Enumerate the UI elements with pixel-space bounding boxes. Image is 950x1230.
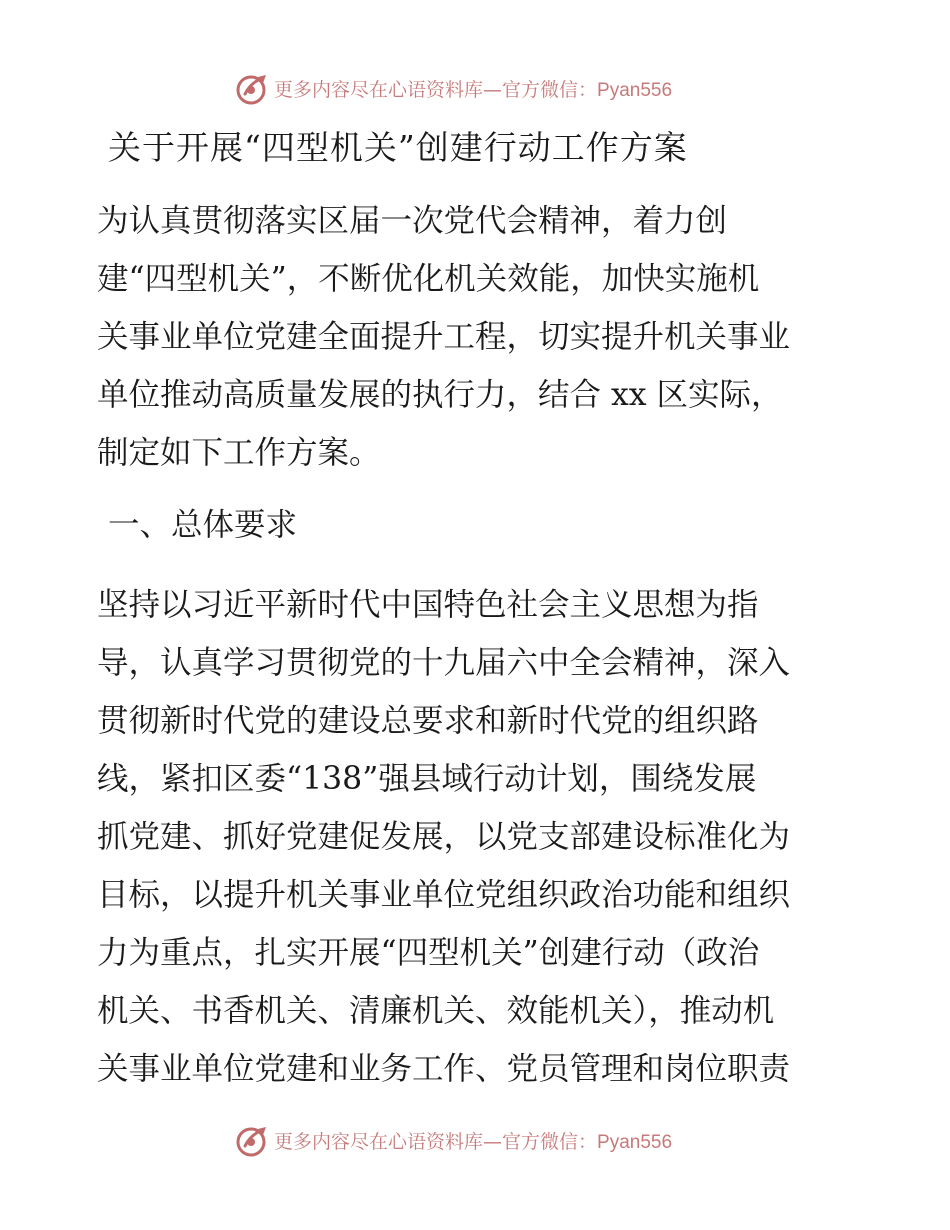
- watermark-label: 更多内容尽在心语资料库—官方微信：: [274, 79, 598, 101]
- paragraph-line: 关事业单位党建全面提升工程，切实提升机关事业: [97, 319, 791, 355]
- intro-paragraph: [97, 192, 857, 482]
- paragraph-line: 力为重点，扎实开展“四型机关”创建行动（政治: [97, 935, 760, 971]
- paragraph-line: 坚持以习近平新时代中国特色社会主义思想为指: [97, 587, 759, 623]
- watermark-label: 更多内容尽在心语资料库—官方微信：: [274, 1131, 598, 1153]
- paragraph-line: 制定如下工作方案。: [97, 435, 381, 471]
- watermark-logo-icon: [236, 72, 270, 106]
- watermark-footer: [0, 1122, 950, 1162]
- document-title: 关于开展“四型机关”创建行动工作方案: [108, 128, 688, 167]
- section-heading: 一、总体要求: [108, 507, 298, 543]
- watermark-logo-icon: [236, 1124, 270, 1158]
- paragraph-line: 贯彻新时代党的建设总要求和新时代党的组织路: [97, 703, 759, 739]
- paragraph-line: 单位推动高质量发展的执行力，结合 xx 区实际，: [97, 377, 783, 413]
- watermark-header: [0, 70, 950, 110]
- paragraph-line: 机关、书香机关、清廉机关、效能机关），推动机: [97, 993, 775, 1029]
- paragraph-line: 关事业单位党建和业务工作、党员管理和岗位职责: [97, 1051, 791, 1087]
- watermark-text: [274, 78, 672, 103]
- section-paragraph: [97, 576, 857, 1098]
- watermark-handle: Pyan556: [597, 1132, 673, 1153]
- paragraph-line: 导，认真学习贯彻党的十九届六中全会精神，深入: [97, 645, 791, 681]
- watermark-text: [274, 1130, 672, 1155]
- paragraph-line: 目标，以提升机关事业单位党组织政治功能和组织: [97, 877, 791, 913]
- paragraph-line: 为认真贯彻落实区届一次党代会精神，着力创: [97, 203, 728, 239]
- paragraph-line: 抓党建、抓好党建促发展，以党支部建设标准化为: [97, 819, 791, 855]
- paragraph-line: 建“四型机关”，不断优化机关效能，加快实施机: [97, 261, 760, 297]
- watermark-handle: Pyan556: [597, 80, 673, 101]
- paragraph-line: 线，紧扣区委“138”强县域行动计划，围绕发展: [97, 761, 757, 797]
